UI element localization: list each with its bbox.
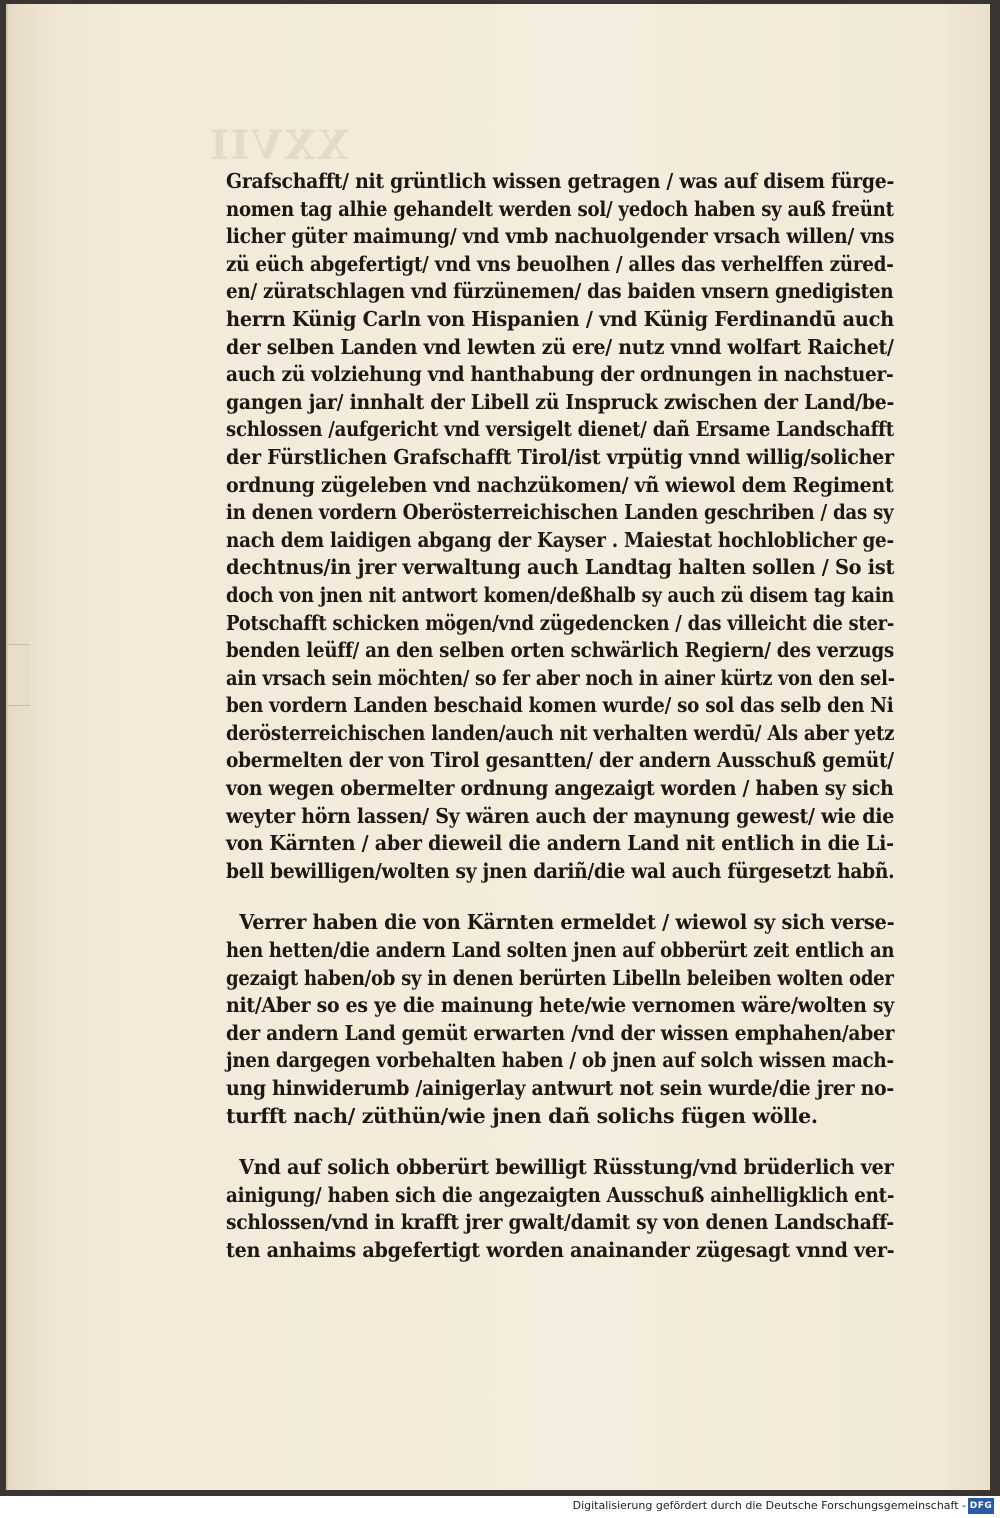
text-line: auch zü volziehung vnd hanthabung der ordnungen in nachstuer- bbox=[226, 362, 894, 387]
text-line: der selben Landen vnd lewten zü ere/ nutz vnnd wolfart Raichet/ bbox=[226, 334, 894, 359]
footer-credit: Digitalisierung gefördert durch die Deutsche Forschungsgemeinschaft - bbox=[572, 1499, 966, 1512]
text-line: derösterreichischen landen/auch nit verhalten werdū/ Als aber yetz bbox=[226, 720, 895, 745]
text-line: ainigung/ haben sich die angezaigten Ausschuß ainhelligklich ent- bbox=[226, 1182, 895, 1207]
text-line: hen hetten/die andern Land solten jnen auf obberürt zeit entlich an bbox=[226, 938, 895, 963]
text-line: licher güter maimung/ vnd vmb nachuolgender vrsach willen/ vns bbox=[226, 224, 895, 249]
text-line: ben vordern Landen beschaid komen wurde/ so sol das selb den Ni bbox=[226, 693, 894, 718]
text-line: benden leüff/ an den selben orten schwärlich Regiern/ des verzugs bbox=[226, 638, 894, 663]
text-line: Potschafft schicken mögen/vnd zügedencken / das villeicht die ster- bbox=[226, 610, 895, 635]
text-line: Grafschafft/ nit grüntlich wissen getragen / was auf disem fürge- bbox=[226, 169, 895, 193]
running-head-show-through: XXVII bbox=[208, 122, 349, 169]
text-line: schlossen/vnd in krafft jrer gwalt/damit sy von denen Landschaff- bbox=[226, 1210, 894, 1235]
text-line: der Fürstlichen Grafschafft Tirol/ist vrpütig vnnd willig/solicher bbox=[226, 444, 894, 469]
text-block bbox=[226, 168, 894, 1265]
text-line: von wegen obermelter ordnung angezaigt worden / haben sy sich bbox=[226, 776, 894, 801]
paragraph-gap bbox=[226, 1130, 894, 1154]
paragraph-gap bbox=[226, 885, 894, 909]
text-line: nomen tag alhie gehandelt werden sol/ yedoch haben sy auß freünt bbox=[226, 196, 894, 221]
text-line: ordnung zügeleben vnd nachzükomen/ vñ wiewol dem Regiment bbox=[226, 472, 894, 497]
text-line: in denen vordern Oberösterreichischen Landen geschriben / das sy bbox=[226, 500, 894, 525]
text-line: von Kärnten / aber dieweil die andern Land nit entlich in die Li- bbox=[226, 831, 894, 856]
text-line: Vnd auf solich obberürt bewilligt Rüsstung/vnd brüderlich ver bbox=[239, 1155, 894, 1180]
dfg-logo-icon: DFG bbox=[968, 1498, 994, 1514]
text-line: weyter hörn lassen/ Sy wären auch der maynung gewest/ wie die bbox=[226, 803, 895, 828]
text-line: herrn Künig Carln von Hispanien / vnd Künig Ferdinandū auch bbox=[226, 306, 894, 331]
text-line: zü eüch abgefertigt/ vnd vns beuolhen / alles das verhelffen züred- bbox=[226, 251, 894, 276]
text-line: obermelten der von Tirol gesantten/ der andern Ausschuß gemüt/ bbox=[226, 748, 894, 773]
text-line: bell bewilligen/wolten sy jnen dariñ/die wal auch fürgesetzt habñ. bbox=[226, 858, 895, 883]
text-line: gangen jar/ innhalt der Libell zü Inspruck zwischen der Land/be- bbox=[226, 389, 895, 414]
text-line: turfft nach/ züthün/wie jnen dañ solichs fügen wölle. bbox=[226, 1103, 818, 1128]
text-line: ten anhaims abgefertigt worden anainander zügesagt vnnd ver- bbox=[226, 1237, 895, 1262]
text-line: gezaigt haben/ob sy in denen berürten Libelln beleiben wolten oder bbox=[226, 965, 894, 990]
text-line: ain vrsach sein möchten/ so fer aber noch in ainer kürtz von den sel- bbox=[226, 665, 895, 690]
text-line: nit/Aber so es ye die mainung hete/wie vernomen wäre/wolten sy bbox=[226, 993, 895, 1018]
text-line: Verrer haben die von Kärnten ermeldet / wiewol sy sich verse- bbox=[239, 910, 895, 935]
text-line: der andern Land gemüt erwarten /vnd der wissen emphahen/aber bbox=[226, 1020, 895, 1045]
text-line: en/ züratschlagen vnd fürzünemen/ das baiden vnsern gnedigisten bbox=[226, 279, 894, 304]
text-line: schlossen /aufgericht vnd versigelt dienet/ dañ Ersame Landschafft bbox=[226, 417, 894, 442]
text-line: nach dem laidigen abgang der Kayser . Maiestat hochloblicher ge- bbox=[226, 527, 894, 552]
page-edge-tab bbox=[8, 644, 30, 706]
footer-bar bbox=[0, 1496, 1000, 1518]
text-line: dechtnus/in jrer verwaltung auch Landtag halten sollen / So ist bbox=[226, 555, 895, 580]
text-line: jnen dargegen vorbehalten haben / ob jnen auf solch wissen mach- bbox=[226, 1048, 894, 1073]
text-line: ung hinwiderumb /ainigerlay antwurt not sein wurde/die jrer no- bbox=[226, 1076, 894, 1100]
text-line: doch von jnen nit antwort komen/deßhalb sy auch zü disem tag kain bbox=[226, 582, 895, 607]
